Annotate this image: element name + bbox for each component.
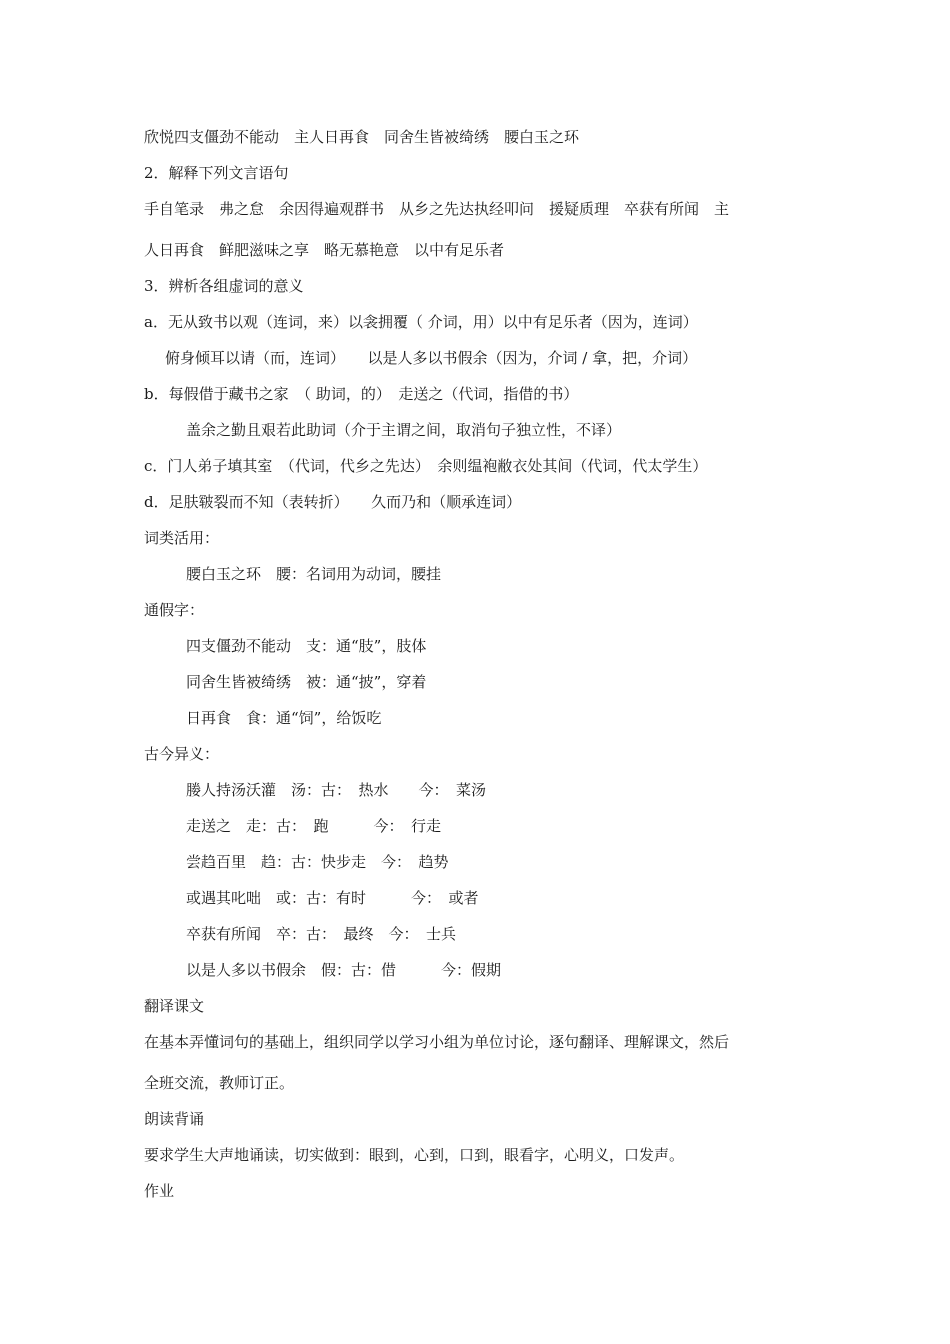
text-line: b．每假借于藏书之家 （ 助词，的） 走送之（代词，指借的书） — [144, 385, 579, 403]
text-line: 全班交流，教师订正。 — [144, 1074, 295, 1092]
section-heading: 古今异义： — [144, 745, 220, 763]
text-line: 或遇其叱咄 或：古：有时 今： 或者 — [186, 889, 479, 907]
text-line: c．门人弟子填其室 （代词，代乡之先达） 余则缊袍敝衣处其间（代词，代太学生） — [144, 457, 708, 475]
text-line: 走送之 走：古： 跑 今： 行走 — [186, 817, 442, 835]
section-heading: 3．辨析各组虚词的意义 — [144, 277, 304, 295]
text-line: 四支僵劲不能动 支：通“肢”，肢体 — [186, 637, 427, 655]
text-line: 俯身倾耳以请（而，连词） 以是人多以书假余（因为，介词 / 拿，把，介词） — [165, 349, 698, 367]
text-line: 以是人多以书假余 假：古：借 今：假期 — [186, 961, 502, 979]
section-heading: 翻译课文 — [144, 997, 205, 1015]
text-line: 欣悦四支僵劲不能动 主人日再食 同舍生皆被绮绣 腰白玉之环 — [144, 128, 580, 146]
text-line: 在基本弄懂词句的基础上，组织同学以学习小组为单位讨论，逐句翻译、理解课文，然后 — [144, 1033, 730, 1051]
text-line: 日再食 食：通“饲”，给饭吃 — [186, 709, 382, 727]
section-heading: 作业 — [144, 1182, 175, 1200]
text-line: 要求学生大声地诵读，切实做到：眼到，心到，口到，眼看字，心明义，口发声。 — [144, 1146, 685, 1164]
text-line: 同舍生皆被绮绣 被：通“披”，穿着 — [186, 673, 427, 691]
text-line: 腰白玉之环 腰：名词用为动词，腰挂 — [186, 565, 442, 583]
section-heading: 词类活用： — [144, 529, 220, 547]
section-heading: 2．解释下列文言语句 — [144, 164, 289, 182]
section-heading: 朗读背诵 — [144, 1110, 205, 1128]
text-line: 尝趋百里 趋：古：快步走 今： 趋势 — [186, 853, 449, 871]
text-line: 人日再食 鲜肥滋味之享 略无慕艳意 以中有足乐者 — [144, 241, 505, 259]
section-heading: 通假字： — [144, 601, 205, 619]
text-line: 手自笔录 弗之怠 余因得遍观群书 从乡之先达执经叩问 援疑质理 卒获有所闻 主 — [144, 200, 730, 218]
text-line: 盖余之勤且艰若此助词（介于主谓之间，取消句子独立性，不译） — [186, 421, 622, 439]
text-line: 卒获有所闻 卒：古： 最终 今： 士兵 — [186, 925, 457, 943]
text-line: a．无从致书以观（连词，来）以衾拥覆（ 介词，用）以中有足乐者（因为，连词） — [144, 313, 698, 331]
text-line: d．足肤皲裂而不知（表转折） 久而乃和（顺承连词） — [144, 493, 522, 511]
text-line: 媵人持汤沃灌 汤：古： 热水 今： 菜汤 — [186, 781, 487, 799]
